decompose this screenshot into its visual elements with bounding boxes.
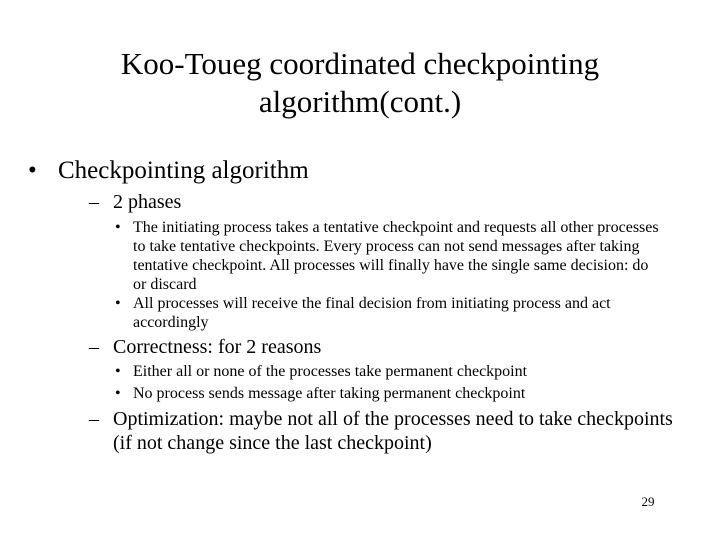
dash-glyph: – (89, 336, 99, 358)
section-heading-optimization (89, 407, 673, 455)
bullet-glyph: • (115, 363, 121, 380)
bullet-glyph: • (115, 295, 121, 312)
section-heading-phases (89, 190, 673, 214)
list-item (115, 362, 663, 381)
slide-title-line-1: Koo-Toueg coordinated checkpointing (120, 46, 600, 81)
main-bullet-text: Checkpointing algorithm (58, 157, 309, 184)
list-item (115, 294, 663, 332)
bullet-glyph: • (28, 157, 37, 184)
dash-glyph: – (89, 191, 99, 213)
section-heading-correctness (89, 335, 673, 359)
list-item (115, 218, 663, 294)
section-heading-text: Correctness: for 2 reasons (113, 336, 322, 358)
list-item-text: All processes will receive the final decision from initiating process and act accordingly (133, 295, 611, 331)
slide-title (60, 45, 660, 121)
bullet-glyph: • (115, 219, 121, 236)
bullet-glyph: • (115, 385, 121, 402)
list-item-text: No process sends message after taking permanent checkpoint (133, 385, 526, 402)
dash-glyph: – (89, 408, 99, 430)
slide-title-line-2: algorithm(cont.) (258, 84, 462, 119)
section-heading-text: 2 phases (113, 191, 182, 213)
main-bullet (28, 155, 678, 187)
section-heading-text: Optimization: maybe not all of the processes need to take checkpoints (if not change since the last checkpoint) (113, 408, 673, 454)
list-item-text: The initiating process takes a tentative checkpoint and requests all other processes to take tentative checkpoints. Every process can not send messages after taking tentative checkpoint. All processes will finally have the single same decision: do or discard (133, 219, 659, 293)
list-item (115, 384, 663, 403)
list-item-text: Either all or none of the processes take permanent checkpoint (133, 363, 528, 380)
page-number: 29 (641, 494, 655, 509)
